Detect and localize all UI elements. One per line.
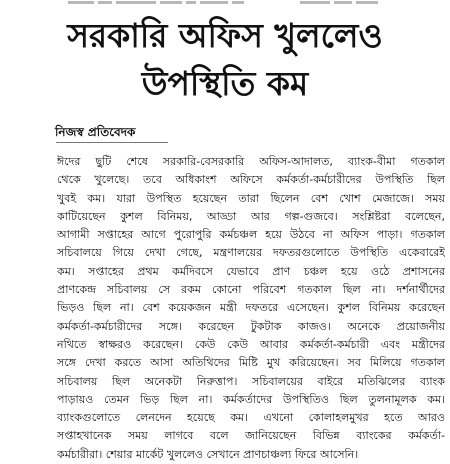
article-line: প্রাণকেন্দ্র সচিবালয় সে রকম কোনো পরিবেশ গতকাল ছিল না। দর্শনার্থীদের [57,283,445,297]
cropped-previous-text [0,0,450,8]
article-line: সচিবালয় ছিল অনেকটা নিরুত্তাপ। সচিবালয়ের বাইরে মতিঝিলের ব্যাংক [57,374,445,388]
article-line: আগামী সপ্তাহের আগে পুরোপুরি কর্মচঞ্চল হয়ে উঠবে না অফিস পাড়া। গতকাল [57,228,445,242]
article-body [57,153,445,464]
headline-line-1: সরকারি অফিস খুললেও [67,16,383,55]
article-line: নথিতে স্বাক্ষরও করেছেন। কেউ কেউ আবার কর্মকর্তা-কর্মচারী এবং মন্ত্রীদের [57,337,445,351]
article-line: কর্মকর্তা-কর্মচারীদের সঙ্গে। করেছেন টুকটাক কাজও। অনেকে প্রয়োজনীয় [57,319,445,333]
article-line: থেকে খুলেছে। তবে অধিকাংশ অফিসে কর্মকর্তা-কর্মচারীদের উপস্থিতি ছিল [57,173,445,187]
article-line: সচিবালয়ে গিয়ে দেখা গেছে, মন্ত্রণালয়ের দফতরগুলোতে উপস্থিতি একেবারেই [57,246,445,260]
headline-line-2: উপস্থিতি কম [141,64,309,103]
article-line: কম। সপ্তাহের প্রথম কর্মদিবসে যেভাবে প্রাণ চঞ্চল হয়ে ওঠে প্রশাসনের [57,264,445,278]
article-line: ব্যাংকগুলোতে লেনদেন হয়েছে কম। এখনো কোলাহলমুখর হতে আরও [57,411,445,425]
article-line: সঙ্গে দেখা করতে আসা অতিথিদের মিষ্টি মুখ করিয়েছেন। সব মিলিয়ে গতকাল [57,356,445,370]
byline: নিজস্ব প্রতিবেদক [55,125,136,139]
byline-rule [56,142,168,143]
article-line: সপ্তাহখানেক সময় লাগবে বলে জানিয়েছেন বিভিন্ন ব্যাংকের কর্মকর্তা- [57,429,445,443]
article-line: খুবই কম। যারা উপস্থিত হয়েছেন তারা ছিলেন বেশ খোশ মেজাজে। সময় [57,191,445,205]
article-line: কর্মচারীরা। শেয়ার মার্কেট খুললেও সেখানে প্রাণচাঞ্চল্য ফিরে আসেনি। [57,447,359,461]
article-line: পাড়ায়ও তেমন ভিড় ছিল না। কর্মকর্তাদের উপস্থিতিও ছিল তুলনামূলক কম। [57,392,445,406]
article-line: ঈদের ছুটি শেষে সরকারি-বেসরকারি অফিস-আদালত, ব্যাংক-বীমা গতকাল [57,155,445,168]
article-line: ভিড়ও ছিল না। বেশ কয়েকজন মন্ত্রী দফতরে এসেছেন। কুশল বিনিময় করেছেন [57,301,445,315]
article-line: কাটিয়েছেন কুশল বিনিময়, আড্ডা আর গল্প-গুজবে। সংশ্লিষ্টরা বলেছেন, [57,209,445,223]
